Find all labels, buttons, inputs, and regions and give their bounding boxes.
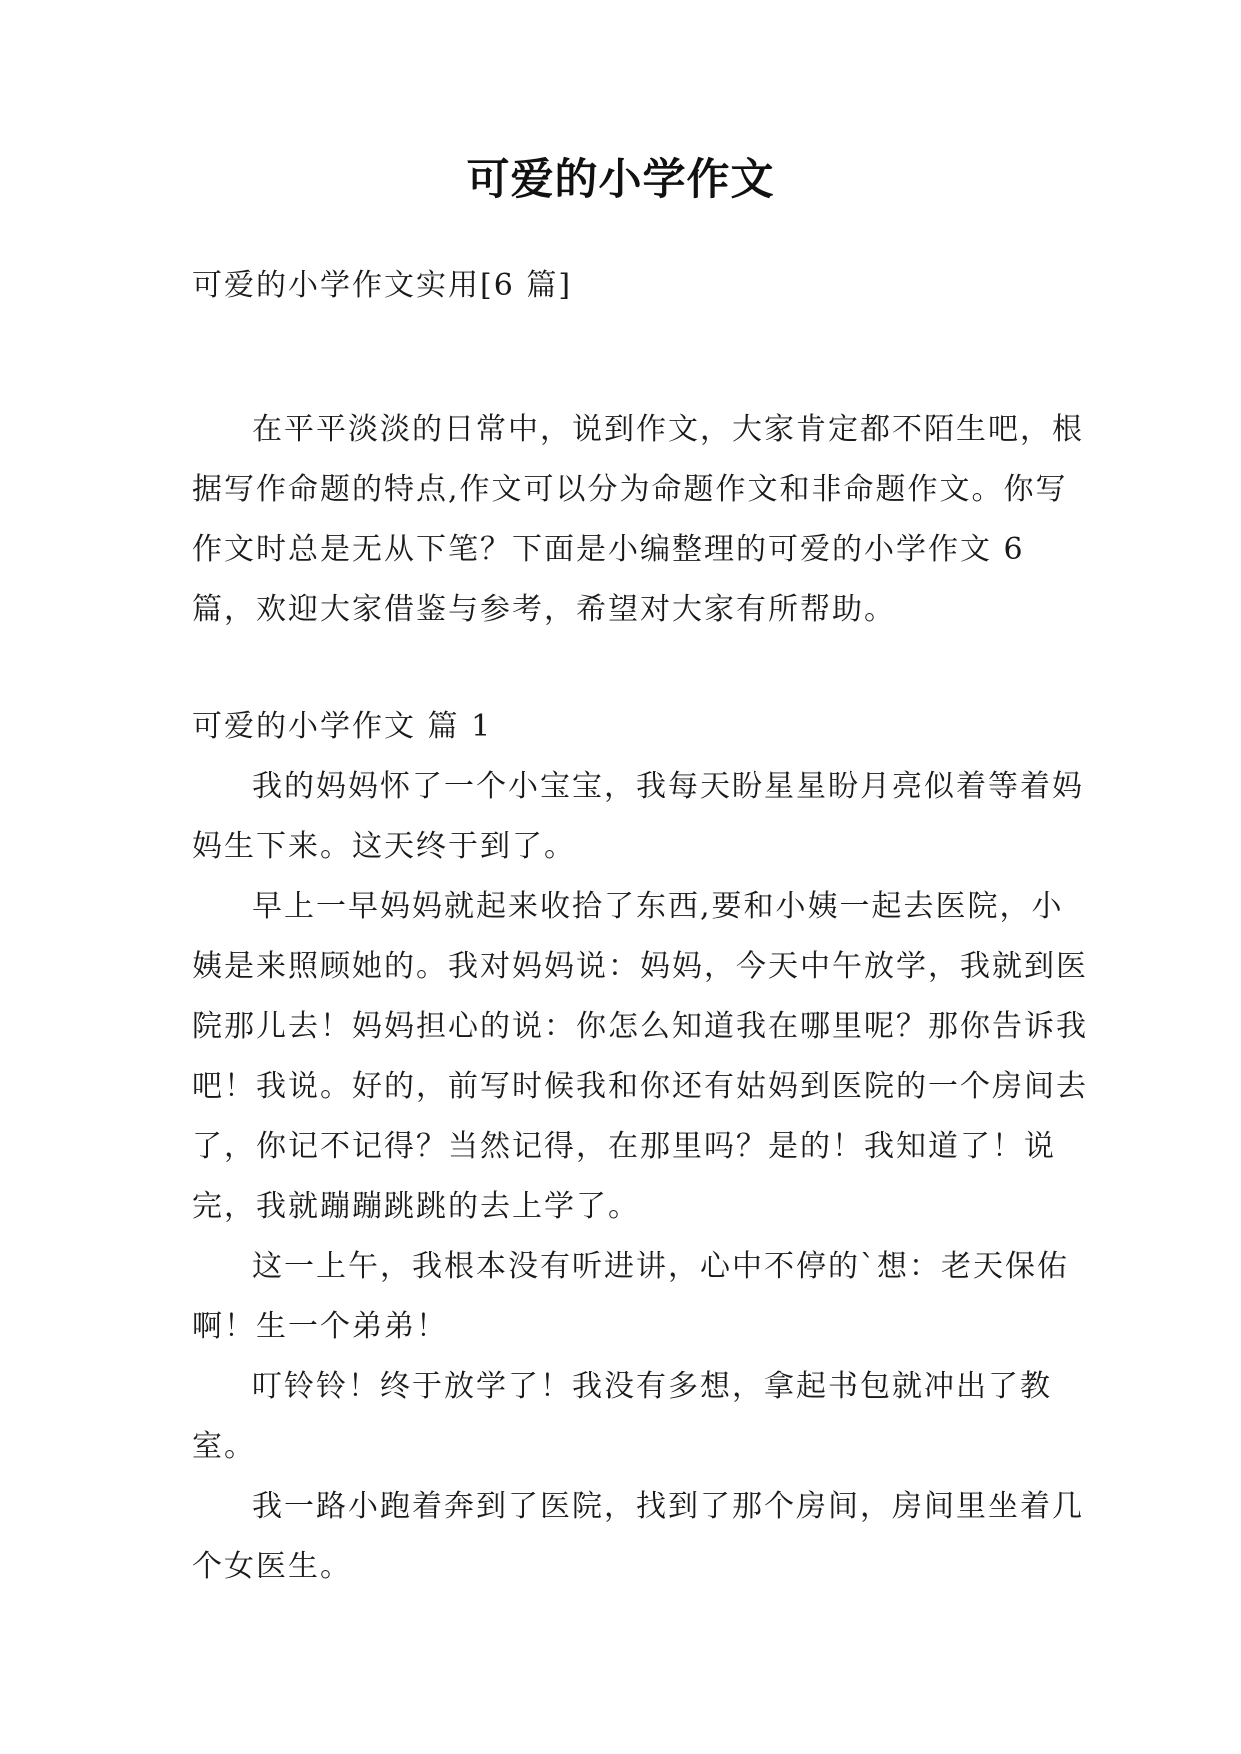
document-title: 可爱的小学作文	[466, 155, 775, 205]
article-body	[192, 757, 1092, 1597]
article-paragraph-3: 这一上午，我根本没有听进讲，心中不停的`想：老天保佑啊！生一个弟弟！	[192, 1249, 1069, 1344]
article-paragraph-4: 叮铃铃！终于放学了！我没有多想，拿起书包就冲出了教室。	[192, 1369, 1052, 1464]
article-paragraph-2: 早上一早妈妈就起来收拾了东西,要和小姨一起去医院，小姨是来照顾她的。我对妈妈说：妈妈，今天中午放学，我就到医院那儿去！妈妈担心的说：你怎么知道我在哪里呢？那你告诉我吧！我说。好的，前写时候我和你还有姑妈到医院的一个房间去了，你记不记得？当然记得，在那里吗？是的！我知道了！说完，我就蹦蹦跳跳的去上学了。	[192, 889, 1088, 1224]
article-paragraph-5: 我一路小跑着奔到了医院，找到了那个房间，房间里坐着几个女医生。	[192, 1489, 1084, 1584]
section-heading: 可爱的小学作文 篇 1	[192, 709, 493, 744]
article-paragraph-1: 我的妈妈怀了一个小宝宝，我每天盼星星盼月亮似着等着妈妈生下来。这天终于到了。	[192, 769, 1084, 864]
intro-paragraph: 在平平淡淡的日常中，说到作文，大家肯定都不陌生吧，根据写作命题的特点,作文可以分为命题作文和非命题作文。你写作文时总是无从下笔？下面是小编整理的可爱的小学作文 6 篇，欢迎大家借鉴与参考，希望对大家有所帮助。	[192, 412, 1084, 627]
document-subtitle: 可爱的小学作文实用[6 篇]	[192, 268, 573, 303]
